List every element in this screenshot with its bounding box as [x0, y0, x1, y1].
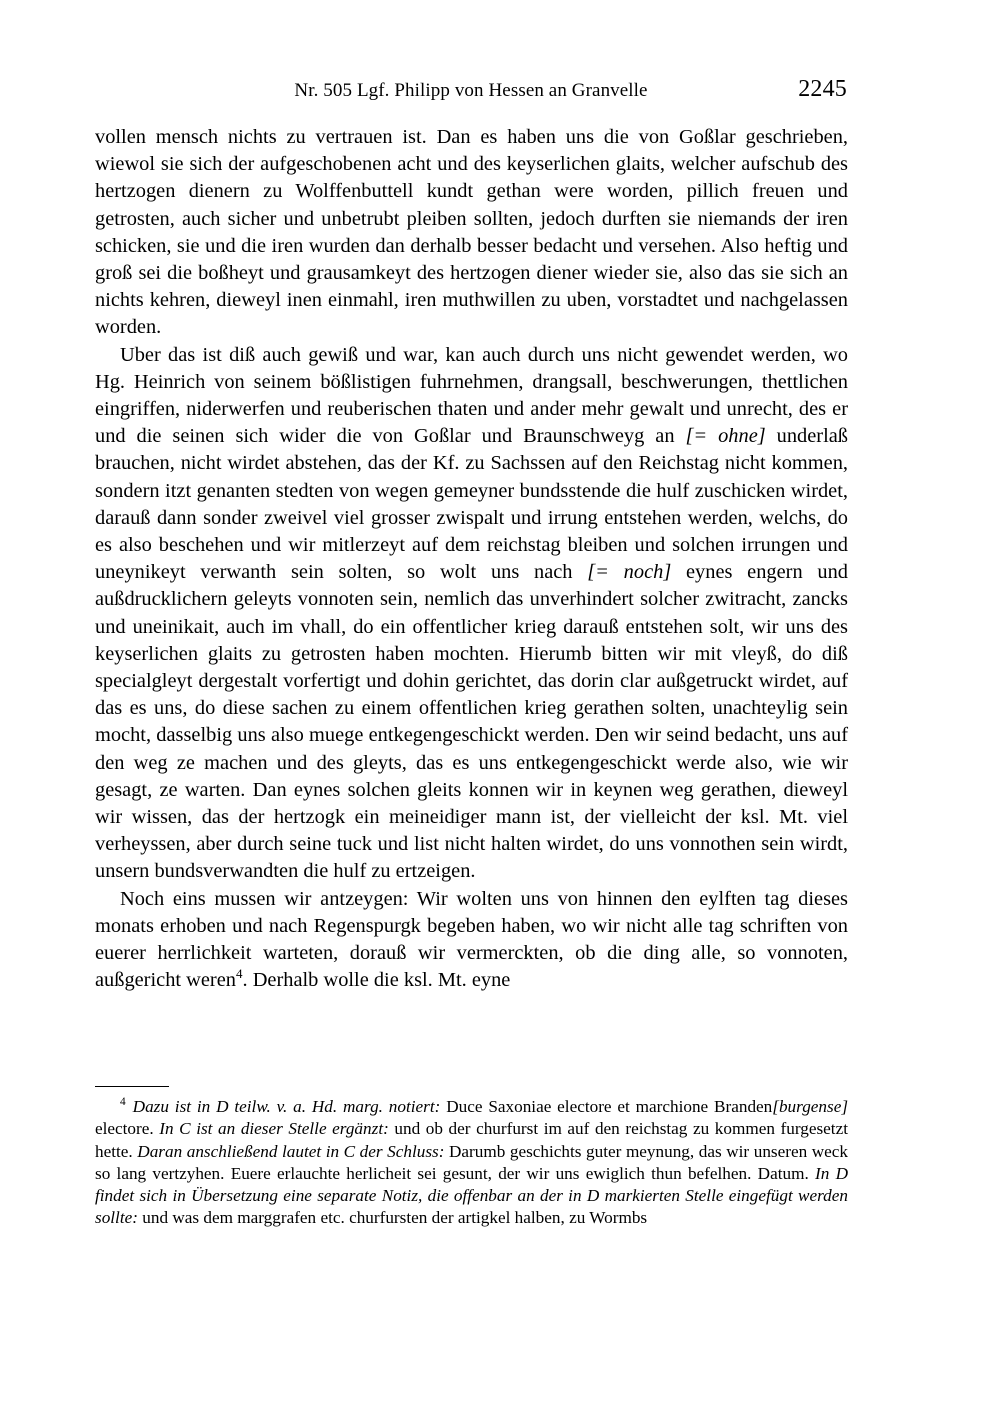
body-text: [95, 124, 848, 995]
footnote-entry: [95, 1096, 848, 1230]
footnote-reference-marker[interactable]: 4: [235, 966, 243, 982]
editorial-italic-run: [burgense]: [772, 1097, 849, 1116]
text-run: Uber das ist diß auch gewiß und war, kan auch durch uns nicht gewendet werden, wo Hg. Heinrich von seinem bößlistigen fuhrnehmen, drangsall, beschwerungen, thettlichen eingriffen, niderwerfen und reuberischen thaten und ander mehr gewalt und unrecht, des er und die seinen sich wider die von Goßlar und Braunschweyg an: [95, 343, 848, 448]
editorial-italic-run: [= ohne]: [685, 425, 766, 448]
footnote-list: [95, 1096, 848, 1230]
text-run: und ob der churfurst im auf den reichstag zu kommen furgesetzt hette.: [95, 1119, 848, 1161]
page-number: 2245: [798, 76, 847, 102]
text-run: electore.: [95, 1119, 160, 1139]
editorial-italic-run: In C ist an dieser Stelle ergänzt:: [159, 1119, 389, 1139]
footnote-number: 4: [120, 1096, 126, 1109]
editorial-italic-run: Dazu ist in D teilw. v. a. Hd. marg. notiert:: [132, 1097, 441, 1116]
text-run: Darumb geschichts guter meynung, das wir unseren weck so lang vertzyhen. Euere erlauchte herlicheit sei gesunt, der wir uns ewiglich thun befelhen. Datum.: [95, 1141, 849, 1183]
text-run: vollen mensch nichts zu vertrauen ist. Dan es haben uns die von Goßlar geschrieben, wiewol sie sich der aufgeschobenen acht und des keyserlichen glaits, welcher aufschub des hertzogen dienern zu Wolffenbuttell kundt gethan were worden, pillich freuen und getrosten, auch sicher und unbetrubt pleiben sollten, jedoch durften sie niemands der iren schicken, sie und die iren wurden dan derhalb besser bedacht und versehen. Also heftig und groß sei die boßheyt und grausamkeyt des hertzogen diener wieder sie, also das sie sich an nichts kehren, dieweyl inen einmahl, iren muthwillen zu uben, vorstadtet und nachgelassen worden.: [95, 126, 848, 339]
footnote-block: [95, 1086, 848, 1230]
footnote-separator-rule: [95, 1086, 169, 1087]
editorial-italic-run: Daran anschließend lautet in C der Schluss:: [137, 1141, 445, 1161]
text-run: Noch eins mussen wir antzeygen: Wir wolten uns von hinnen den eylften tag dieses monats erhoben und nach Regenspurgk begeben haben, wo wir nicht alle tag schriften von euerer herrlichkeit warteten, dorauß wir vermerckten, ob die ding alle, so vonnoten, außgericht weren: [95, 887, 848, 992]
text-run: Duce Saxoniae electore et marchione Branden: [440, 1097, 773, 1116]
text-run: . Derhalb wolle die ksl. Mt. eyne: [242, 969, 511, 992]
running-head: [95, 76, 847, 106]
editorial-italic-run: In D findet sich in Übersetzung eine separate Notiz, die offenbar an der in D markierten Stelle eingefügt werden sollte:: [95, 1163, 849, 1228]
body-paragraph: [95, 124, 848, 342]
editorial-italic-run: [= noch]: [587, 561, 672, 584]
body-paragraph: [95, 342, 848, 886]
text-run: und was dem marggrafen etc. churfursten der artigkel halben, zu Wormbs: [137, 1208, 648, 1228]
running-head-title: Nr. 505 Lgf. Philipp von Hessen an Granvelle: [294, 80, 648, 101]
text-run: underlaß brauchen, nicht wirdet abstehen, das der Kf. zu Sachssen auf den Reichstag nicht kommen, sondern itzt genanten stedten von wegen gemeyner bundsstende die hulf zuschicken wirdet, darauß dann sonder zweivel viel grosser zwispalt und irrung entstehen werden, welchs, do es also beschehen und wir mitlerzeyt auf dem reichstag bleiben und solchen irrungen und uneynikeyt verwanth sein solten, so wolt uns nach: [95, 425, 848, 584]
text-run: eynes engern und außdrucklichern geleyts vonnoten sein, nemlich das unverhindert solcher zwitracht, zancks und uneinikait, auch im vhall, do ein offentlicher krieg darauß entstehen solt, wir uns des keyserlichen glaits zu getrosten haben mochten. Hierumb bitten wir mit vleyß, do diß specialgleyt dergestalt vorfertigt und dohin gerichtet, das dorin clar außgetruckt wirdet, auf das es uns, do diese sachen zu einem offentlichen krieg gerathen solten, unachteylig sein mocht, dasselbig uns also muege entkegengeschickt werden. Den wir seind bedacht, uns auf den weg ze machen und des gleyts, das es uns entkegengeschickt werde also, wie wir gesagt, ze warten. Dan eynes solchen gleits konnen wir in keynen weg gerathen, dieweyl wir wissen, das der hertzogk ein meineidiger mann ist, der vielleicht der ksl. Mt. viel verheyssen, aber durch seine tuck und list nicht halten wirdet, do uns vonnothen sein wirdt, unsern bundsverwandten die hulf zu ertzeigen.: [95, 561, 848, 883]
body-paragraph: [95, 886, 848, 995]
